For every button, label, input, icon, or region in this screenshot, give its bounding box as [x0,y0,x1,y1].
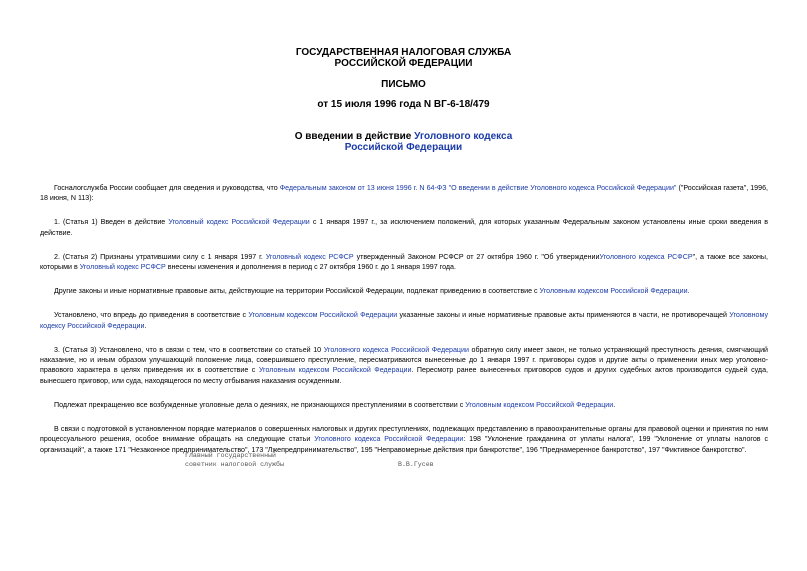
link-criminal-code-rsfsr[interactable]: Уголовного кодекса РСФСР [599,252,693,261]
text: . [687,287,690,296]
text: . [613,400,616,409]
text: : 198 "Уклонение гражданина от уплаты налога", 199 "Уклонение от уплаты налогов с организаций", а также 171 "Незаконное предпринимательство", 173 "Лжепредпринимательство", 195 "Неправомерные действия при банкротстве", 196 "Преднамеренное банкротство", 197 "Фиктивное банкротство". [40,435,768,454]
text: указанные законы и иные нормативные правовые акты применяются в части, не противоречащей [397,311,730,320]
text: В связи с подготовкой в установленном порядке материалов о совершенных налоговых и других преступлениях, подлежащих представлению в правоохранительные органы для правовой оценки и принятия по ним процессуального решения, особое внимание обращать на следующие статьи [40,424,768,444]
document-subject [0,131,807,153]
text: 3. (Статья 3) Установлено, что в связи с тем, что в соответствии со статьей 10 [54,345,324,354]
link-criminal-code-rf[interactable]: Уголовным кодексом Российской Федерации [465,400,614,409]
signatory-title-line-1: Главный государственный [185,452,277,459]
paragraph-tax-crimes [40,424,768,455]
link-federal-law[interactable]: Федеральным законом от 13 июня 1996 г. N 64-ФЗ "О введении в действие Уголовного кодекса Российской Федерации" [279,184,677,192]
link-criminal-code-rf[interactable]: Уголовному кодексу Российской Федерации [40,311,768,330]
link-criminal-code-rsfsr[interactable]: Уголовный кодекс РСФСР [265,252,354,261]
text: 2. (Статья 2) Признаны утратившими силу с 1 января 1997 г. [54,252,266,261]
link-criminal-code-rsfsr[interactable]: Уголовный кодекс РСФСР [79,263,166,272]
link-criminal-code-rf[interactable]: Уголовного кодекса Российской Федерации [314,435,464,444]
signatory-title-line-2: советник налоговой службы [185,461,284,468]
link-criminal-code-rf[interactable]: Уголовный кодекс Российской Федерации [168,218,310,227]
text: . [144,321,147,330]
document-body [40,183,768,469]
paragraph-article-2 [40,252,768,273]
text: внесены изменения и дополнения в период с 27 октября 1960 г. до 1 января 1997 года. [165,263,456,272]
text: Установлено, что впредь до приведения в соответствие с [54,311,249,320]
document-type: ПИСЬМО [381,79,426,90]
link-criminal-code-rf[interactable]: Уголовного кодекса Российской Федерации [323,345,469,354]
document-date-number: от 15 июля 1996 года N ВГ-6-18/479 [317,99,490,110]
link-criminal-code-rf[interactable]: Уголовным кодексом Российской Федерации [539,287,688,296]
text: Госналогслужба России сообщает для сведения и руководства, что [54,184,280,192]
text: . Пересмотр ранее вынесенных приговоров судов и других судебных актов производится судьей суда, вынесшего приговор, или суда, находящегося по месту отбывания наказания осужденным. [40,366,768,385]
text: утвержденный Законом РСФСР от 27 октября 1960 г. "Об утверждении [353,252,600,261]
subject-prefix: О введении в действие [294,131,415,142]
text: ", а также все законы, которыми в [40,252,768,272]
paragraph-article-3 [40,345,768,387]
link-criminal-code-rf[interactable]: Уголовным кодексом Российской Федерации [248,311,398,320]
paragraph-other-laws [40,286,768,296]
paragraph-transition [40,310,768,331]
signatory-title [185,451,284,469]
text: ("Российская газета", 1996, 18 июня, N 113): [40,184,768,203]
subject-link-russian-federation[interactable]: Российской Федерации [344,142,463,153]
text: с 1 января 1997 г., за исключением положений, для которых указанным Федеральным законом установлены иные сроки введения в действие. [40,218,768,237]
text: 1. (Статья 1) Введен в действие [54,218,169,227]
link-criminal-code-rf[interactable]: Уголовным кодексом Российской Федерации [258,366,412,375]
issuer-line-2: РОССИЙСКОЙ ФЕДЕРАЦИИ [334,58,473,69]
subject-link-criminal-code[interactable]: Уголовного кодекса [414,131,513,142]
text: Подлежат прекращению все возбужденные уголовные дела о деяниях, не признающихся преступлениями в соответствии с [54,400,466,409]
text: обратную силу имеет закон, не только устраняющий преступность деяния, смягчающий наказание, но и иным образом улучшающий положение лица, совершившего преступление, пересматриваются вынесенные до 1 января 1997 г. приговоры судов и другие акты о применении иных мер уголовно-правового характера в целях приведения их в соответствие с [40,345,768,375]
issuer-line-1: ГОСУДАРСТВЕННАЯ НАЛОГОВАЯ СЛУЖБА [295,47,512,58]
paragraph-termination [40,400,768,410]
paragraph-article-1 [40,217,768,238]
paragraph-intro [40,183,768,204]
issuer-heading [0,47,807,69]
text: Другие законы и иные нормативные правовые акты, действующие на территории Российской Федерации, подлежат приведению в соответствие с [54,287,540,296]
signatory-name: В.В.Гусев [398,461,434,468]
